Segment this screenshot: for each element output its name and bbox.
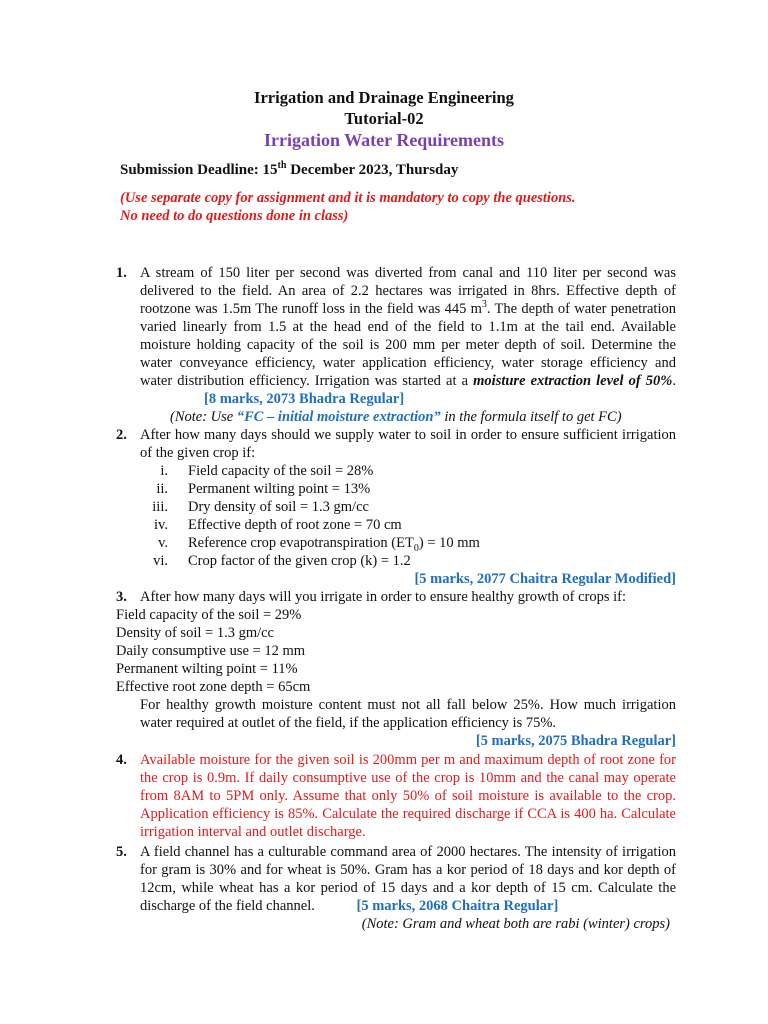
list-item: Permanent wilting point = 11% <box>116 661 298 677</box>
question-number: 2. <box>116 427 127 443</box>
submission-deadline: Submission Deadline: 15th December 2023, Thursday <box>120 160 459 178</box>
marks-label: [5 marks, 2068 Chaitra Regular] <box>356 898 559 914</box>
notice-line-2: No need to do questions done in class) <box>120 208 349 224</box>
question-2: 2. After how many days should we supply water to soil in order to ensure sufficient irrigation of the given crop if: i. Field capacity of the soil = 28% ii. Permanent wilting point = 13% iii. Dry density of soil = 1.3 gm/cc iv. Effective depth of root zone = 70 cm v. Reference crop evapotranspiration $(ET_0) = 10$ mm vi. Crop factor of the given crop (k) = 1.2 [5 marks, 2077 Chaitra Regular Modified] <box>116 427 676 587</box>
condition-list <box>140 462 676 570</box>
marks-label: [8 marks, 2073 Bhadra Regular] <box>204 391 405 407</box>
question-4: 4. Available moisture for the given soil is 200mm per m and maximum depth of root zone for the crop is 0.9m. If daily consumptive use of the crop is 10mm and the canal may operate from 8AM to 5PM only. Assume that only 50% of soil moisture is available to the crop. Application efficiency is 85%. Calculate the required discharge if CCA is 400 ha. Calculate irrigation interval and outlet discharge. <box>116 752 676 840</box>
question-number: 5. <box>116 844 127 860</box>
list-item: v. Reference crop evapotranspiration $(ET_0) = 10$ mm <box>158 535 480 554</box>
marks-label: [5 marks, 2075 Bhadra Regular] <box>475 733 676 749</box>
question-5: 5. A field channel has a culturable command area of 2000 hectares. The intensity of irrigation for gram is 30% and for wheat is 50%. Gram has a kor period of 18 days and kor depth of 12cm, while wheat has a kor period of 15 days and a kor depth of 15 cm. Calculate the discharge of the field channel. [5 marks, 2068 Chaitra Regular] (Note: Gram and wheat both are rabi (winter) crops) <box>116 844 676 932</box>
list-item: iv. Effective depth of root zone = 70 cm <box>154 517 402 533</box>
list-item: Effective root zone depth = 65cm <box>116 679 311 695</box>
emphasis-text: moisture extraction level of 50% <box>473 373 673 389</box>
list-item: i. Field capacity of the soil = 28% <box>160 463 374 479</box>
question-number: 4. <box>116 752 127 768</box>
marks-label: [5 marks, 2077 Chaitra Regular Modified] <box>414 571 676 587</box>
list-item: Daily consumptive use = 12 mm <box>116 643 306 659</box>
list-item: iii. Dry density of soil = 1.3 gm/cc <box>152 499 369 515</box>
list-item: Density of soil = 1.3 gm/cc <box>116 625 274 641</box>
course-title: Irrigation and Drainage Engineering <box>254 88 514 107</box>
question-number: 1. <box>116 265 127 281</box>
notice-line-1: (Use separate copy for assignment and it is mandatory to copy the questions. <box>120 190 576 206</box>
list-item: Field capacity of the soil = 29% <box>116 607 302 623</box>
condition-lines <box>116 606 676 696</box>
topic-title: Irrigation Water Requirements <box>264 130 504 150</box>
question-1: 1. A stream of 150 liter per second was diverted from canal and 110 liter per second was delivered to the field. An area of 2.2 hectares was irrigated in 8hrs. Effective depth of rootzone was 1.5m The runoff loss in the field was 445 $m^3$. The depth of water penetration varied linearly from 1.5 at the head end of the field to 1.1m at the tail end. Available moisture holding capacity of the soil is 200 mm per meter depth of soil. Determine the water conveyance efficiency, water application efficiency, water storage efficiency and water distribution efficiency. Irrigation was started at a moisture extraction level of 50%. [8 marks, 2073 Bhadra Regular] (Note: Use “FC – initial moisture extraction” in the formula itself to get FC) <box>116 265 676 425</box>
question-number: 3. <box>116 589 127 605</box>
list-item: vi. Crop factor of the given crop (k) = 1.2 <box>153 553 411 569</box>
list-item: ii. Permanent wilting point = 13% <box>156 481 371 497</box>
tutorial-number: Tutorial-02 <box>344 109 424 128</box>
question-3: 3. After how many days will you irrigate in order to ensure healthy growth of crops if: Field capacity of the soil = 29% Density of soil = 1.3 gm/cc Daily consumptive use = 12 mm Permanent wilting point = 11% Effective root zone depth = 65cm For healthy growth moisture content must not all fall below 25%. How much irrigation water required at outlet of the field, if the application efficiency is 75%. [5 marks, 2075 Bhadra Regular] <box>116 589 676 749</box>
question-note: (Note: Use “FC – initial moisture extraction” in the formula itself to get FC) <box>170 409 622 425</box>
question-note: (Note: Gram and wheat both are rabi (winter) crops) <box>361 916 670 932</box>
